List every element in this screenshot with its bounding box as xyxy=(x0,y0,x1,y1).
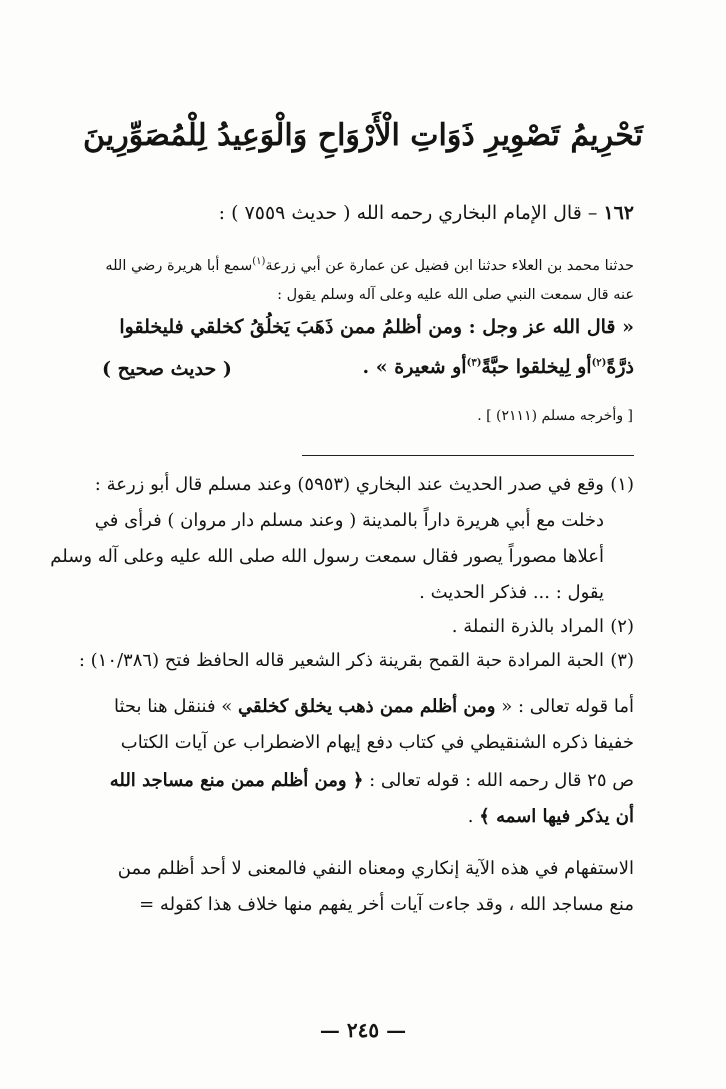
isnad-line-2: عنه قال سمعت النبي صلى الله عليه وعلى آله وسلم يقول : xyxy=(277,287,634,303)
footnote-marker: (٣) xyxy=(466,357,482,369)
commentary-line-2: خفيفا ذكره الشنقيطي في كتاب دفع إيهام الاضطراب عن آيات الكتاب xyxy=(120,732,634,753)
footnote-2 xyxy=(452,616,634,637)
commentary-text: . xyxy=(467,806,480,827)
commentary-line-5: الاستفهام في هذه الآية إنكاري ومعناه النفي فالمعنى لا أحد أظلم ممن xyxy=(117,858,634,879)
footnote-number: (٢) xyxy=(610,616,634,637)
matn-text: ذرَّةً xyxy=(606,356,634,378)
matn-text: أو شعيرة » . xyxy=(362,356,467,378)
hadith-intro: – قال الإمام البخاري رحمه الله ( حديث ٧٥٥٩ ) : xyxy=(218,202,604,224)
footnote-text: الحبة المرادة حبة القمح بقرينة ذكر الشعير قاله الحافظ فتح (١٠/٣٨٦) : xyxy=(78,650,604,671)
matn-line-1: « قال الله عز وجل : ومن أظلمُ ممن ذَهَبَ يَخلُقُ كخلقي فليخلقوا xyxy=(119,316,634,338)
quran-verse: أن يذكر فيها اسمه ﴾ xyxy=(479,806,634,827)
footnote-divider xyxy=(302,455,634,456)
commentary-line-6: منع مساجد الله ، وقد جاءت آيات أخر يفهم منها خلاف هذا كقوله = xyxy=(139,894,634,915)
quran-verse: ﴿ ومن أظلم ممن منع مساجد الله xyxy=(109,770,364,791)
commentary-text: » فننقل هنا بحثا xyxy=(113,696,239,717)
page-number: — ٢٤٥ — xyxy=(319,1018,407,1042)
footnote-number: (١) xyxy=(610,474,634,495)
footnote-3 xyxy=(79,650,634,671)
footnote-marker: (٢) xyxy=(591,357,607,369)
commentary-line-3 xyxy=(110,770,634,791)
hadith-grade: ( حديث صحيح ) xyxy=(102,358,232,380)
matn-text: أو لِيخلقوا حبَّةً xyxy=(481,356,592,378)
chapter-title: تَحْرِيمُ تَصْوِيرِ ذَوَاتِ الْأَرْوَاحِ وَالْوَعِيدُ لِلْمُصَوِّرِينَ xyxy=(83,118,643,153)
isnad-text: حدثنا محمد بن العلاء حدثنا ابن فضيل عن عمارة عن أبي زرعة xyxy=(265,257,634,274)
commentary-line-1 xyxy=(114,696,634,717)
commentary-text: ص ٢٥ قال رحمه الله : قوله تعالى : xyxy=(363,770,634,791)
hadith-number: ١٦٢ xyxy=(603,202,634,224)
footnote-text: وقع في صدر الحديث عند البخاري (٥٩٥٣) وعند مسلم قال أبو زرعة : xyxy=(94,474,604,495)
footnote-text: المراد بالذرة النملة . xyxy=(451,616,604,637)
matn-line-2 xyxy=(363,356,634,378)
quoted-text: ومن أظلم ممن ذهب يخلق كخلقي xyxy=(238,696,496,717)
isnad-line-1 xyxy=(105,256,634,274)
footnote-number: (٣) xyxy=(610,650,634,671)
footnote-1-line-2: دخلت مع أبي هريرة داراً بالمدينة ( وعند مسلم دار مروان ) فرأى في xyxy=(94,510,604,531)
footnote-1-line-3: أعلاها مصوراً يصور فقال سمعت رسول الله صلى الله عليه وعلى آله وسلم xyxy=(50,546,604,567)
commentary-text: أما قوله تعالى : « xyxy=(495,696,634,717)
footnote-marker: (١) xyxy=(252,256,266,267)
isnad-text: سمع أبا هريرة رضي الله xyxy=(105,257,253,274)
footnote-1-line-4: يقول : ... فذكر الحديث . xyxy=(419,582,604,603)
footnote-1-line-1 xyxy=(95,474,634,495)
hadith-heading xyxy=(219,202,634,224)
takhrij-note: [ وأخرجه مسلم (٢١١١) ] . xyxy=(477,408,633,424)
commentary-line-4 xyxy=(468,806,634,827)
